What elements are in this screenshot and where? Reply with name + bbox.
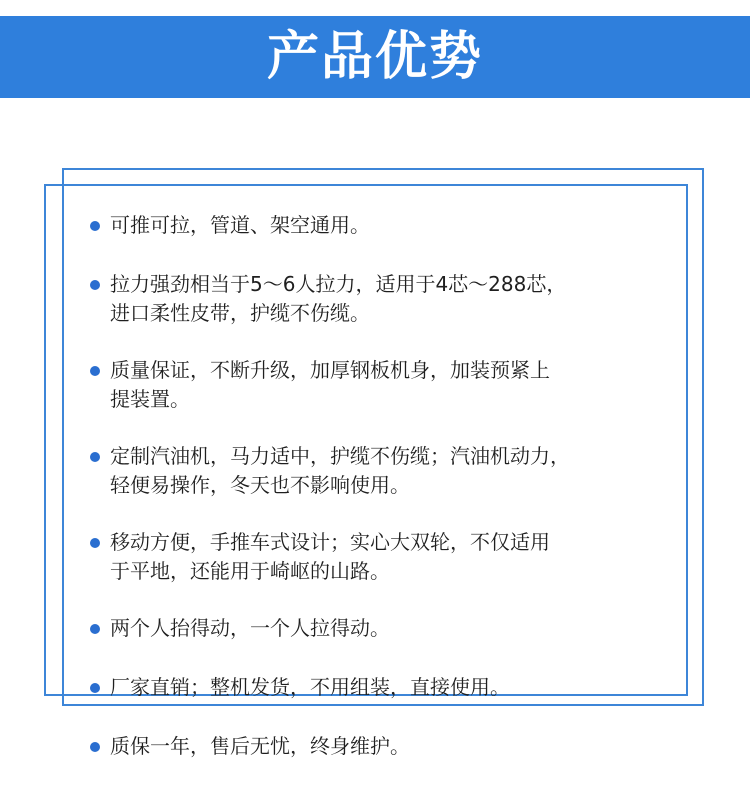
list-item <box>88 732 692 761</box>
list-item <box>88 270 692 328</box>
bullet-icon <box>90 742 100 752</box>
feature-text: 拉力强劲相当于5～6人拉力，适用于4芯～288芯， <box>110 272 567 296</box>
title-banner <box>0 16 750 98</box>
feature-text: 轻便易操作，冬天也不影响使用。 <box>110 473 410 497</box>
list-item <box>88 211 692 240</box>
feature-text: 质量保证，不断升级，加厚钢板机身，加装预紧上 <box>110 358 550 382</box>
list-item <box>88 442 692 500</box>
feature-text: 可推可拉，管道、架空通用。 <box>110 213 370 237</box>
bullet-icon <box>90 221 100 231</box>
feature-text: 厂家直销；整机发货，不用组装，直接使用。 <box>110 675 510 699</box>
feature-text: 提装置。 <box>110 387 190 411</box>
page-title: 产品优势 <box>266 27 483 87</box>
bullet-icon <box>90 452 100 462</box>
list-item <box>88 356 692 414</box>
feature-text: 定制汽油机，马力适中，护缆不伤缆；汽油机动力， <box>110 444 570 468</box>
bullet-icon <box>90 366 100 376</box>
bullet-icon <box>90 683 100 693</box>
feature-text: 移动方便，手推车式设计；实心大双轮，不仅适用 <box>110 530 550 554</box>
bullet-icon <box>90 624 100 634</box>
feature-text: 于平地，还能用于崎岖的山路。 <box>110 559 390 583</box>
feature-text: 进口柔性皮带，护缆不伤缆。 <box>110 301 370 325</box>
bullet-icon <box>90 538 100 548</box>
list-item <box>88 614 692 643</box>
feature-list <box>88 211 692 791</box>
list-item <box>88 528 692 586</box>
list-item <box>88 673 692 702</box>
bullet-icon <box>90 280 100 290</box>
feature-text: 两个人抬得动，一个人拉得动。 <box>110 616 390 640</box>
feature-text: 质保一年，售后无忧，终身维护。 <box>110 734 410 758</box>
